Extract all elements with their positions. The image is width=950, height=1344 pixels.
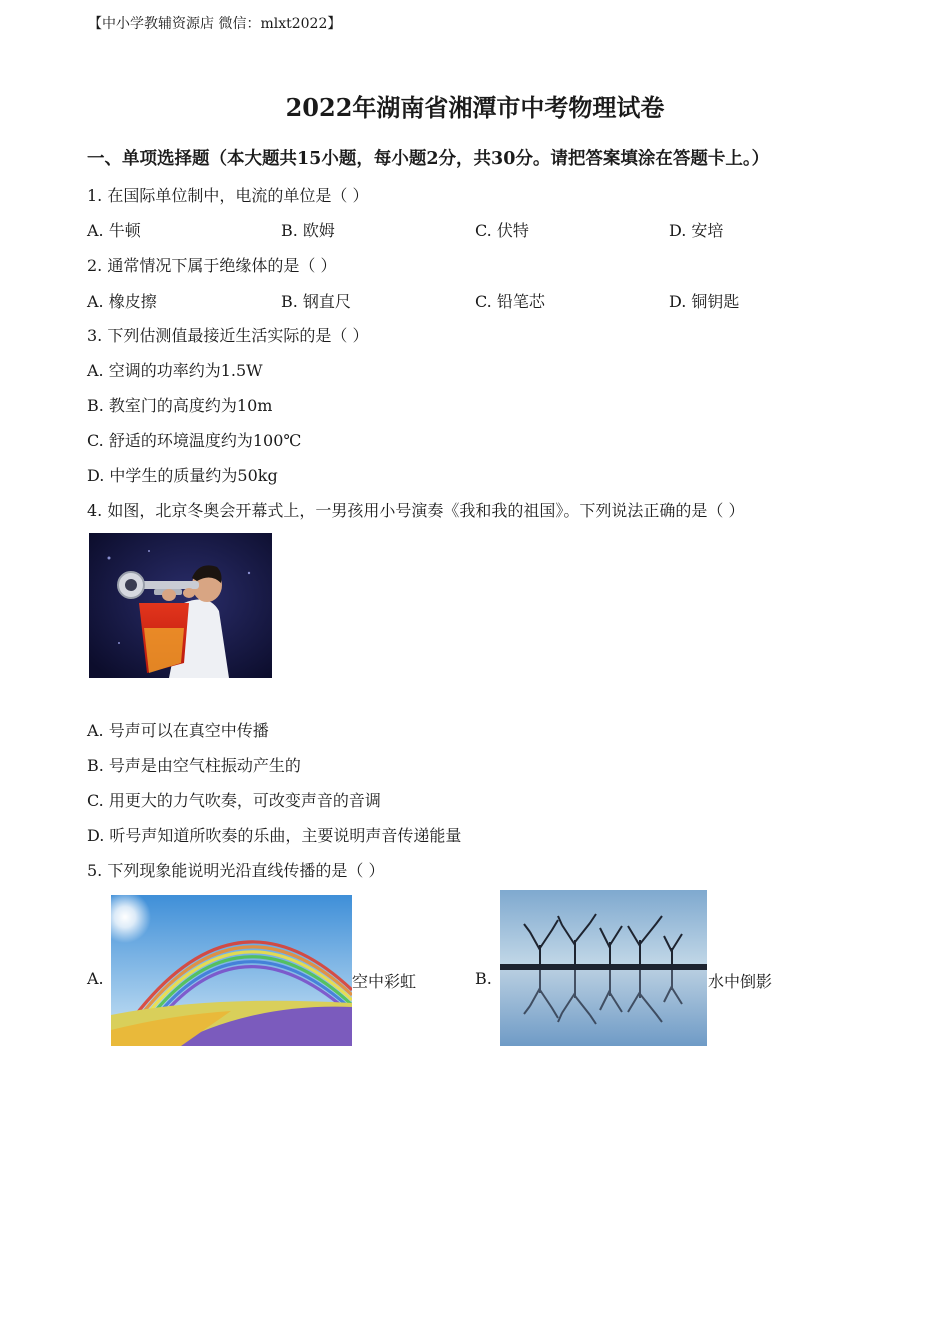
q4-option-c: C. 用更大的力气吹奏，可改变声音的音调 (87, 791, 381, 810)
q1-option-d: D. 安培 (669, 221, 724, 240)
q1-stem: 1. 在国际单位制中，电流的单位是（ ） (87, 186, 369, 205)
q5-option-a-caption: 空中彩虹 (352, 972, 417, 991)
q2-option-d: D. 铜钥匙 (669, 292, 740, 311)
page-title: 2022年湖南省湘潭市中考物理试卷 (285, 93, 665, 122)
section-heading: 一、单项选择题（本大题共15小题，每小题2分，共30分。请把答案填涂在答题卡上。） (87, 149, 770, 169)
water-reflection-image (500, 890, 707, 1046)
q4-option-b: B. 号声是由空气柱振动产生的 (87, 756, 301, 775)
q3-option-b: B. 教室门的高度约为10m (87, 396, 273, 415)
q2-option-b: B. 钢直尺 (281, 292, 351, 311)
q1-option-c: C. 伏特 (475, 221, 529, 240)
q5-option-b-caption: 水中倒影 (708, 972, 773, 991)
q4-stem: 4. 如图，北京冬奥会开幕式上，一男孩用小号演奏《我和我的祖国》。下列说法正确的是（ ） (87, 501, 745, 520)
q3-option-a: A. 空调的功率约为1.5W (87, 361, 263, 380)
q5-option-a-letter: A. (87, 969, 104, 988)
q3-option-d: D. 中学生的质量约为50kg (87, 466, 278, 485)
q4-option-a: A. 号声可以在真空中传播 (87, 721, 269, 740)
q3-stem: 3. 下列估测值最接近生活实际的是（ ） (87, 326, 369, 345)
q2-option-c: C. 铅笔芯 (475, 292, 545, 311)
page-header-watermark: 【中小学教辅资源店 微信：mlxt2022】 (88, 16, 342, 32)
rainbow-image (111, 895, 352, 1046)
q4-option-d: D. 听号声知道所吹奏的乐曲，主要说明声音传递能量 (87, 826, 462, 845)
q2-stem: 2. 通常情况下属于绝缘体的是（ ） (87, 256, 337, 275)
q5-stem: 5. 下列现象能说明光沿直线传播的是（ ） (87, 861, 385, 880)
q1-option-b: B. 欧姆 (281, 221, 335, 240)
trumpet-boy-image (89, 533, 272, 678)
q3-option-c: C. 舒适的环境温度约为100℃ (87, 431, 302, 450)
q5-option-b-letter: B. (475, 969, 492, 988)
q2-option-a: A. 橡皮擦 (87, 292, 157, 311)
q1-option-a: A. 牛顿 (87, 221, 141, 240)
